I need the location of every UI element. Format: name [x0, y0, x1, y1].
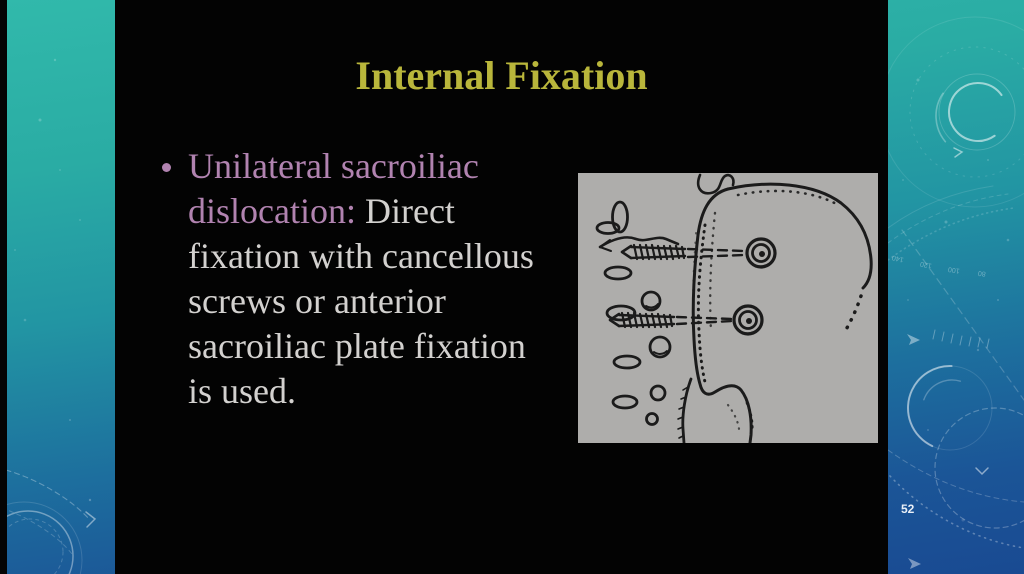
- arrow-icon: [86, 512, 95, 527]
- bullet-line: screws or anterior: [188, 281, 446, 321]
- svg-text:140: 140: [891, 253, 905, 263]
- sacroiliac-fixation-figure: [578, 173, 878, 443]
- dial-ornament-top: [888, 17, 1024, 207]
- figure-panel: [578, 173, 878, 443]
- plane-arrow-icon: [907, 334, 921, 569]
- sacrum-lower-edge: [678, 379, 691, 443]
- bullet-line: dislocation: Direct: [188, 191, 455, 231]
- background-ornament-right: [888, 0, 1024, 574]
- speck-dots: [14, 59, 91, 501]
- svg-text:120: 120: [919, 259, 933, 269]
- bullet-paragraph: [188, 144, 618, 414]
- gauge-ornament-middle: [888, 186, 1024, 400]
- stipple-texture: [693, 191, 840, 431]
- slide-title: Internal Fixation: [355, 53, 648, 98]
- dial-ornament-lower: [894, 352, 1006, 464]
- svg-text:80: 80: [977, 269, 987, 277]
- letterbox-edge-left: [0, 0, 7, 574]
- bullet-line: fixation with cancellous: [188, 236, 534, 276]
- tick-marks: [933, 330, 989, 348]
- bullet-line: sacroiliac plate fixation: [188, 326, 526, 366]
- bullet-line: Unilateral sacroiliac: [188, 146, 479, 186]
- arrow-icon: [954, 148, 962, 157]
- bullet-icon: [162, 163, 171, 172]
- page-number: 52: [901, 502, 915, 516]
- slide-canvas: [115, 0, 888, 574]
- ilium-outline: [693, 175, 871, 443]
- speck-dots: [902, 79, 1009, 522]
- svg-text:100: 100: [947, 265, 961, 274]
- bullet-line: is used.: [188, 371, 296, 411]
- background-ornament-left: [0, 0, 115, 574]
- gauge-numbers: [891, 253, 986, 277]
- dial-ornament-bottom: [888, 408, 1024, 548]
- chevron-down-icon: [976, 468, 988, 474]
